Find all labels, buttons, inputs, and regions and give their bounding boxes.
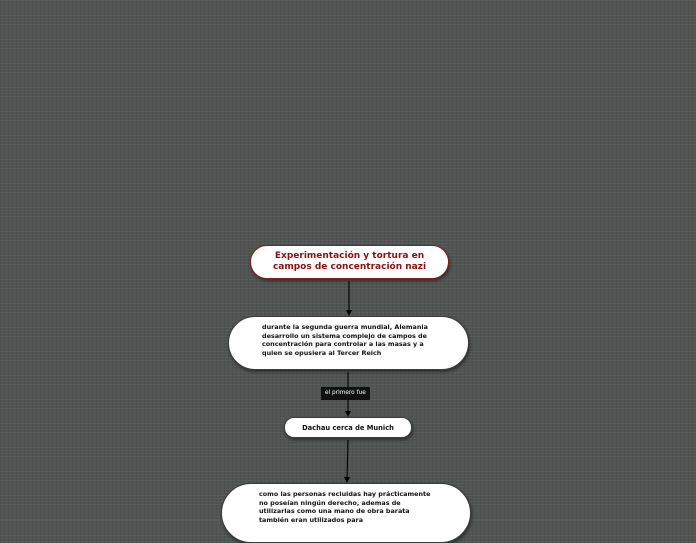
topic-node-dachau[interactable] [284,417,412,438]
connector-dachau-to-prisoners [347,440,348,480]
topic-dachau-text: Dachau cerca de Munich [302,423,394,432]
central-topic-text: Experimentación y tortura en campos de concentración nazi [272,251,427,272]
topic-intro-text: durante la segunda guerra mundial, Alemania desarrollo un sistema complejo de campos de concentración para controlar a las masas y a quien se opusiera al Tercer Reich [262,323,428,357]
topic-node-prisoners[interactable] [221,483,471,543]
central-topic-node[interactable] [250,245,449,279]
topic-node-intro[interactable] [228,316,469,370]
topic-prisoners-text: como las personas recluidas hay prácticamente no poseían ningún derecho, ademas de utilizarlas como una mano de obra barata también eran utilizados para [259,490,431,524]
connector-label[interactable]: el primero fue [321,387,370,400]
